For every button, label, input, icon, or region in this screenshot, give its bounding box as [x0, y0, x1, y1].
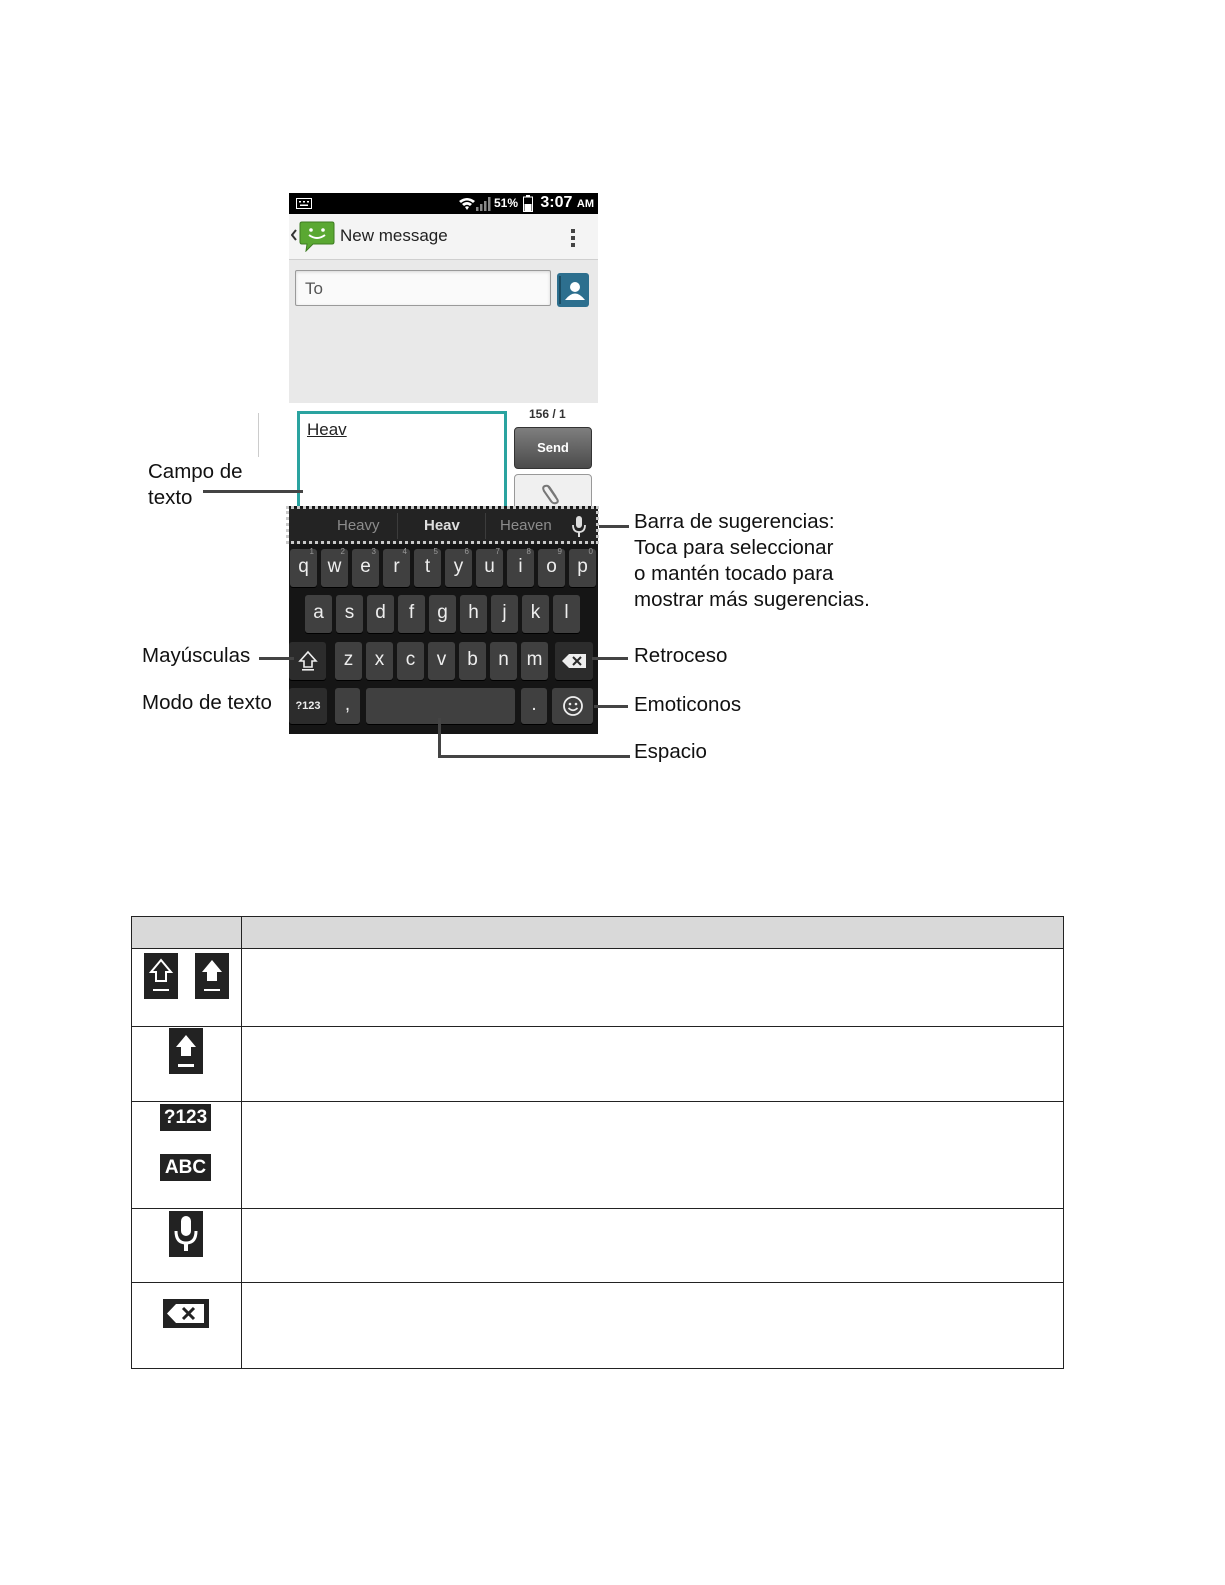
signal-icon — [476, 196, 492, 211]
table-row — [132, 1283, 1064, 1369]
action-bar — [289, 214, 598, 260]
key-g[interactable] — [429, 595, 456, 633]
callout-line — [438, 718, 441, 757]
key-hint: 1 — [309, 547, 314, 556]
period-key[interactable]: . — [521, 688, 547, 724]
key-label: h — [468, 602, 479, 623]
key-label: l — [564, 602, 569, 623]
key-s[interactable] — [336, 595, 363, 633]
table-header-cell — [242, 917, 1064, 949]
battery-percent: 51% — [494, 196, 519, 210]
overflow-menu-icon[interactable] — [570, 228, 576, 248]
shift-off-icon — [144, 953, 178, 999]
key-label: t — [424, 556, 431, 577]
backspace-key[interactable] — [555, 642, 593, 680]
key-label: b — [467, 649, 478, 670]
key-label: v — [436, 649, 447, 670]
contact-book-icon — [557, 273, 589, 307]
shift-key[interactable] — [289, 642, 326, 680]
key-label: n — [498, 649, 509, 670]
key-label: s — [344, 602, 355, 623]
key-hint: 3 — [371, 547, 376, 556]
suggestion-item[interactable]: Heavy — [337, 517, 380, 534]
delete-icon — [163, 1299, 209, 1328]
key-a[interactable] — [305, 595, 332, 633]
wifi-icon — [458, 196, 476, 211]
key-label: z — [343, 649, 354, 670]
comma-key[interactable]: , — [335, 688, 360, 724]
key-q[interactable] — [290, 549, 317, 587]
text-mode-key[interactable]: ?123 — [289, 688, 327, 724]
key-i[interactable] — [507, 549, 534, 587]
key-n[interactable] — [490, 642, 517, 680]
key-label: e — [360, 556, 371, 577]
table-icon-cell — [132, 949, 242, 1027]
suggestion-item[interactable]: Heaven — [500, 517, 552, 534]
callout-shift: Mayúsculas — [142, 644, 251, 667]
key-b[interactable] — [459, 642, 486, 680]
table-row — [132, 1027, 1064, 1102]
shift-icon — [298, 650, 318, 672]
key-label: d — [375, 602, 386, 623]
key-label: k — [530, 602, 541, 623]
table-icon-cell — [132, 1027, 242, 1102]
key-label: q — [298, 556, 309, 577]
key-t[interactable] — [414, 549, 441, 587]
contact-picker-button[interactable] — [557, 273, 589, 307]
message-text-field[interactable] — [297, 411, 507, 517]
key-hint: 5 — [433, 547, 438, 556]
smiley-icon — [562, 695, 584, 717]
key-label: u — [484, 556, 495, 577]
key-c[interactable] — [397, 642, 424, 680]
key-e[interactable] — [352, 549, 379, 587]
suggestion-item[interactable]: Heav — [424, 517, 460, 534]
divider — [258, 413, 259, 457]
key-hint: 0 — [588, 547, 593, 556]
table-description-cell — [242, 1283, 1064, 1369]
callout-line — [203, 490, 303, 493]
key-label: f — [408, 602, 415, 623]
key-hint: 7 — [495, 547, 500, 556]
table-description-cell — [242, 1209, 1064, 1283]
key-h[interactable] — [460, 595, 487, 633]
callout-space: Espacio — [634, 740, 707, 763]
key-hint: 8 — [526, 547, 531, 556]
key-label: a — [313, 602, 324, 623]
key-w[interactable] — [321, 549, 348, 587]
table-header-cell — [132, 917, 242, 949]
phone-screenshot — [289, 193, 598, 734]
voice-input-icon — [169, 1211, 203, 1257]
key-label: j — [502, 602, 507, 623]
table-row — [132, 949, 1064, 1027]
recipient-field[interactable] — [295, 270, 551, 306]
key-hint: 6 — [464, 547, 469, 556]
callout-line — [594, 705, 628, 708]
battery-icon — [523, 195, 533, 212]
table-description-cell — [242, 1102, 1064, 1209]
messaging-app-icon[interactable] — [299, 220, 335, 252]
callout-text-mode: Modo de texto — [142, 691, 272, 714]
key-v[interactable] — [428, 642, 455, 680]
recipient-placeholder: To — [305, 279, 323, 298]
key-hint: 2 — [340, 547, 345, 556]
key-label: m — [526, 649, 543, 670]
backspace-icon — [561, 653, 587, 669]
table-header-row — [132, 917, 1064, 949]
key-label: p — [577, 556, 588, 577]
table-description-cell — [242, 949, 1064, 1027]
key-label: i — [518, 556, 523, 577]
callout-suggestion-bar: Barra de sugerencias: Toca para seleccionar o mantén tocado para mostrar más sugerencias. — [634, 510, 870, 611]
status-bar — [289, 193, 598, 214]
key-label: y — [453, 556, 464, 577]
callout-emoticons: Emoticonos — [634, 693, 742, 716]
key-z[interactable] — [335, 642, 362, 680]
key-l[interactable] — [553, 595, 580, 633]
key-o[interactable] — [538, 549, 565, 587]
emoticons-key[interactable] — [552, 688, 593, 724]
callout-line — [592, 657, 628, 660]
key-label: g — [437, 602, 448, 623]
shift-on-icon — [195, 953, 229, 999]
key-y[interactable] — [445, 549, 472, 587]
table-icon-cell — [132, 1102, 242, 1209]
key-label: c — [405, 649, 416, 670]
letters-mode-icon: ABC — [160, 1154, 211, 1181]
key-hint: 9 — [557, 547, 562, 556]
suggestion-bar-highlight — [286, 506, 599, 544]
table-icon-cell — [132, 1209, 242, 1283]
callout-line — [259, 657, 294, 660]
key-label: w — [327, 556, 342, 577]
key-u[interactable] — [476, 549, 503, 587]
keyboard-keys-table — [131, 916, 1064, 1369]
key-label: o — [546, 556, 557, 577]
clock: 3:07 AM — [540, 194, 594, 211]
table-row — [132, 1102, 1064, 1209]
character-counter: 156 / 1 — [529, 407, 566, 421]
key-hint: 4 — [402, 547, 407, 556]
callout-line — [599, 525, 629, 528]
message-text: Heav — [307, 420, 347, 439]
key-k[interactable] — [522, 595, 549, 633]
key-j[interactable] — [491, 595, 518, 633]
key-label: r — [393, 556, 400, 577]
callout-line — [438, 755, 630, 758]
paperclip-icon — [541, 481, 565, 505]
key-p[interactable] — [569, 549, 596, 587]
callout-backspace: Retroceso — [634, 644, 728, 667]
key-d[interactable] — [367, 595, 394, 633]
table-icon-cell — [132, 1283, 242, 1369]
page-title: New message — [340, 226, 448, 245]
key-r[interactable] — [383, 549, 410, 587]
key-m[interactable] — [521, 642, 548, 680]
callout-text-field: Campo de texto — [148, 460, 243, 509]
keyboard-status-icon — [296, 198, 312, 209]
caps-lock-icon — [169, 1028, 203, 1074]
key-x[interactable] — [366, 642, 393, 680]
numbers-mode-icon: ?123 — [160, 1104, 211, 1131]
send-button[interactable]: Send — [514, 427, 592, 469]
table-description-cell — [242, 1027, 1064, 1102]
key-f[interactable] — [398, 595, 425, 633]
back-chevron-icon[interactable] — [291, 229, 297, 241]
table-row — [132, 1209, 1064, 1283]
key-label: x — [374, 649, 385, 670]
